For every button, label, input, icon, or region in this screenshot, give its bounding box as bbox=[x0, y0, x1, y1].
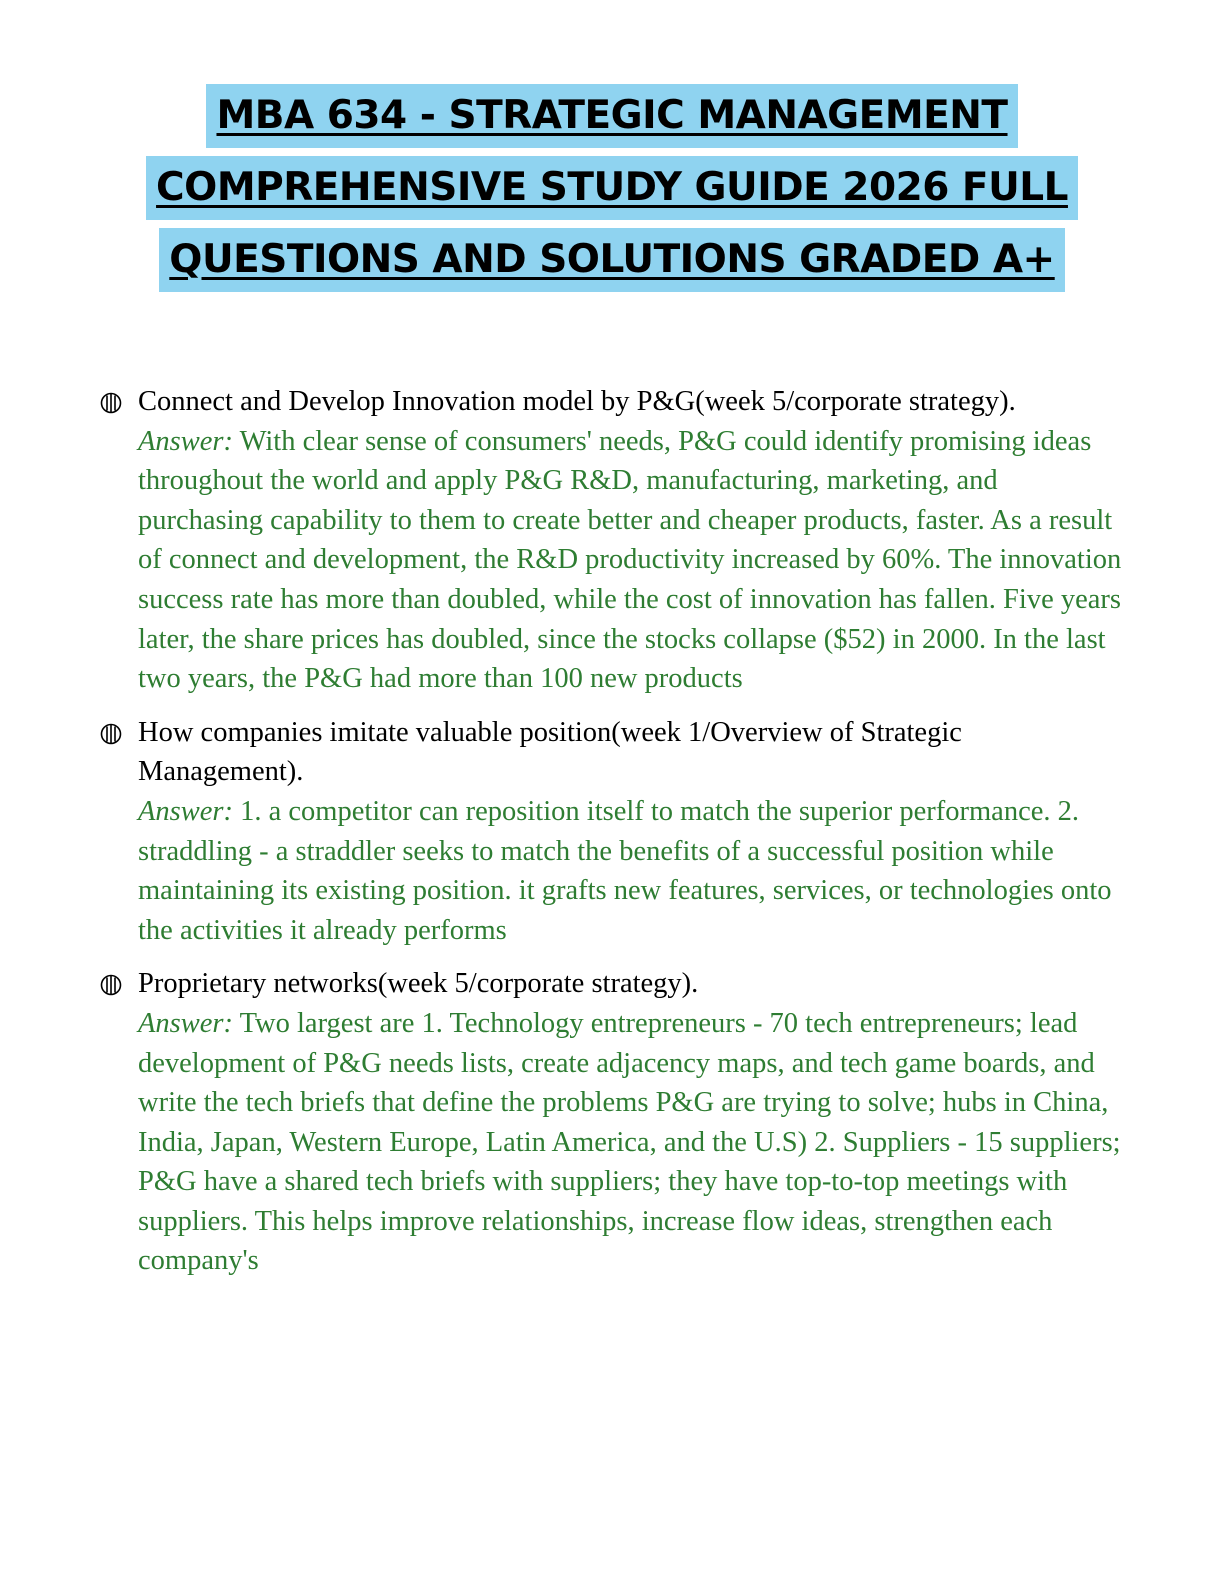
answer-text bbox=[138, 792, 1128, 950]
circle-with-vertical-bars-icon bbox=[100, 974, 122, 996]
title-line-3: QUESTIONS AND SOLUTIONS GRADED A+ bbox=[159, 228, 1064, 292]
answer-body: With clear sense of consumers' needs, P&G could identify promising ideas throughout the world and apply P&G R&D, manufacturing, marketing, and purchasing capability to them to create better and cheaper products, faster. As a result of connect and development, the R&D productivity increased by 60%. The innovation success rate has more than doubled, while the cost of innovation has fallen. Five years later, the share prices has doubled, since the stocks collapse ($52) in 2000. In the last two years, the P&G had more than 100 new products bbox=[138, 425, 1122, 695]
answer-label: Answer: bbox=[138, 1007, 233, 1039]
question-item bbox=[98, 964, 1128, 1281]
answer-label: Answer: bbox=[138, 425, 233, 457]
answer-text bbox=[138, 1004, 1128, 1281]
question-item bbox=[98, 713, 1128, 951]
question-item bbox=[98, 382, 1128, 699]
question-text: Connect and Develop Innovation model by P&G(week 5/corporate strategy). bbox=[138, 386, 1016, 417]
answer-text bbox=[138, 422, 1128, 699]
circle-with-vertical-bars-icon bbox=[100, 392, 122, 414]
title-line-2: COMPREHENSIVE STUDY GUIDE 2026 FULL bbox=[146, 156, 1078, 220]
answer-body: Two largest are 1. Technology entrepreneurs - 70 tech entrepreneurs; lead development of P&G needs lists, create adjacency maps, and tech game boards, and write the tech briefs that define the problems P&G are trying to solve; hubs in China, India, Japan, Western Europe, Latin America, and the U.S) 2. Suppliers - 15 suppliers; P&G have a shared tech briefs with suppliers; they have top-to-top meetings with suppliers. This helps improve relationships, increase flow ideas, strengthen each company's bbox=[138, 1007, 1121, 1277]
question-list bbox=[98, 382, 1128, 1295]
document-title bbox=[0, 84, 1224, 300]
circle-with-vertical-bars-icon bbox=[100, 723, 122, 745]
question-text: Proprietary networks(week 5/corporate strategy). bbox=[138, 968, 699, 1000]
answer-body: 1. a competitor can reposition itself to match the superior performance. 2. straddling - a straddler seeks to match the benefits of a successful position while maintaining its existing position. it grafts new features, services, or technologies onto the activities it already performs bbox=[138, 795, 1112, 946]
title-line-1: MBA 634 - STRATEGIC MANAGEMENT bbox=[206, 84, 1017, 148]
question-text: How companies imitate valuable position(week 1/Overview of Strategic Management). bbox=[138, 716, 962, 788]
answer-label: Answer: bbox=[138, 795, 233, 827]
